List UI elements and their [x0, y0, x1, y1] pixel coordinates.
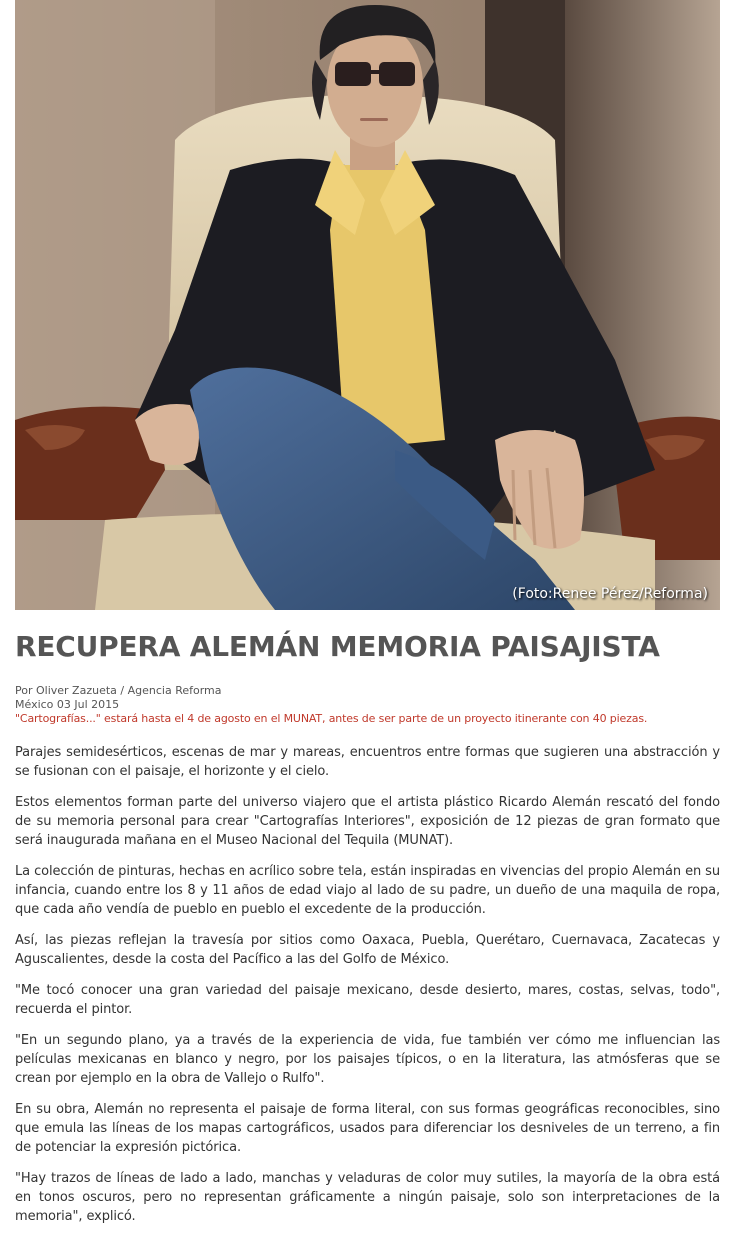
article-meta: [15, 684, 720, 726]
article-paragraph: Así, las piezas reflejan la travesía por sitios como Oaxaca, Puebla, Querétaro, Cuernavaca, Zacatecas y Aguscalientes, desde la costa del Pacífico a las del Golfo de México.: [15, 933, 720, 967]
byline: Por Oliver Zazueta / Agencia Reforma: [15, 684, 222, 697]
article-paragraph: En su obra, Alemán no representa el paisaje de forma literal, con sus formas geográficas reconocibles, sino que emula las líneas de los mapas cartográficos, usados para diferenciar los desniveles de un terreno, a fin de potenciar la expresión pictórica.: [15, 1102, 720, 1155]
article-photo: [15, 0, 720, 610]
article-paragraph: "Me tocó conocer una gran variedad del paisaje mexicano, desde desierto, mares, costas, selvas, todo", recuerda el pintor.: [15, 983, 720, 1017]
portrait-image: [15, 0, 720, 610]
article-paragraph: La colección de pinturas, hechas en acrílico sobre tela, están inspiradas en vivencias del propio Alemán en su infancia, cuando entre los 8 y 11 años de edad viajo al lado de su padre, un dueño de una maquila de ropa, que cada año vendía de pueblo en pueblo el excedente de la producción.: [15, 864, 720, 917]
article-paragraph: "Hay trazos de líneas de lado a lado, manchas y veladuras de color muy sutiles, la mayoría de la obra está en tonos oscuros, pero no representan gráficamente a ningún paisaje, solo son interpretaciones de la memoria", explicó.: [15, 1171, 720, 1224]
photo-credit: (Foto:Renee Pérez/Reforma): [512, 586, 708, 602]
article-paragraph: Parajes semidesérticos, escenas de mar y mareas, encuentros entre formas que sugieren una abstracción y se fusionan con el paisaje, el horizonte y el cielo.: [15, 745, 720, 779]
article-summary: "Cartografías..." estará hasta el 4 de agosto en el MUNAT, antes de ser parte de un proyecto itinerante con 40 piezas.: [15, 712, 648, 725]
article-headline: RECUPERA ALEMÁN MEMORIA PAISAJISTA: [15, 630, 660, 663]
article-body: [15, 743, 720, 1238]
article-paragraph: Estos elementos forman parte del universo viajero que el artista plástico Ricardo Alemán rescató del fondo de su memoria personal para crear "Cartografías Interiores", exposición de 12 piezas de gran formato que será inaugurada mañana en el Museo Nacional del Tequila (MUNAT).: [15, 795, 720, 848]
article-paragraph: "En un segundo plano, ya a través de la experiencia de vida, fue también ver cómo me influencian las películas mexicanas en blanco y negro, por los paisajes típicos, o en la literatura, las atmósferas que se crean por ejemplo en la obra de Vallejo o Rulfo".: [15, 1033, 720, 1086]
dateline: México 03 Jul 2015: [15, 698, 120, 711]
